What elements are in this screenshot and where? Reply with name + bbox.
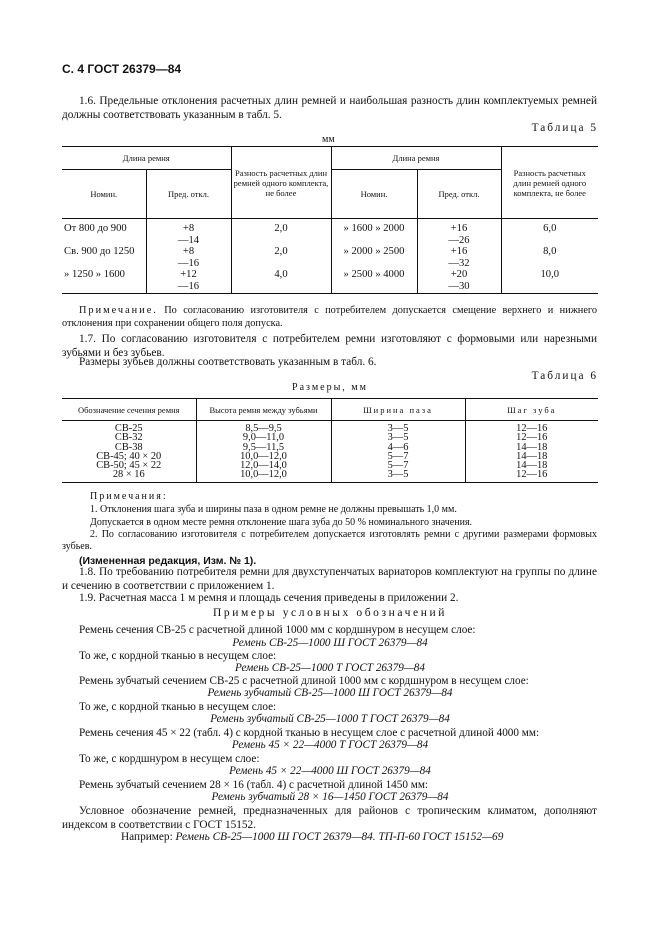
dev-upper: +8 <box>182 223 195 234</box>
cell <box>146 269 231 293</box>
example-code: Ремень СВ-25—1000 Ш ГОСТ 26379—84 <box>232 637 428 649</box>
amendment-note: (Измененная редакция, Изм. № 1). <box>79 555 257 567</box>
dev-lower: —30 <box>448 280 470 292</box>
cell: 2,0 <box>231 246 331 269</box>
dev-upper: +16 <box>450 223 468 234</box>
example-code: Ремень зубчатый СВ-25—1000 Ш ГОСТ 26379—84 <box>207 687 453 699</box>
example-text: Ремень зубчатый сечением СВ-25 с расчетной длиной 1000 мм с кордшнуром в несущем слое: <box>79 675 529 687</box>
table-5-header-dev-left: Пред. откл. <box>146 170 231 219</box>
cell: 3—5 <box>331 421 465 434</box>
cell: СВ-38 <box>62 443 196 452</box>
dev-upper: +16 <box>450 246 468 258</box>
example-code: Ремень СВ-25—1000 Ш ГОСТ 26379—84. ТП-П-60 ГОСТ 15152—69 <box>175 831 504 843</box>
table-5-header-diff-right: Разность расчетных длин ремней одного комплекта, не более <box>501 147 598 219</box>
final-example <box>121 831 503 845</box>
table-6-header-groove: Ширина паза <box>331 399 465 421</box>
dev-upper: +8 <box>182 246 195 258</box>
table-6-row <box>62 470 598 482</box>
dev-lower: —26 <box>448 234 470 246</box>
cell <box>146 219 231 247</box>
cell: 8,5—9,5 <box>196 421 331 434</box>
table-5-header-diff-left: Разность расчетных длин ремней одного комплекта, не более <box>231 147 331 219</box>
dev-lower: —14 <box>177 234 200 246</box>
cell: 12—16 <box>465 470 598 482</box>
cell: 6,0 <box>543 223 557 234</box>
cell: » 1600 » 2000 <box>331 219 417 247</box>
cell: 8,0 <box>543 246 557 258</box>
dev-upper: +12 <box>180 269 197 281</box>
cell: 2,0 <box>231 219 331 247</box>
table-6-note-1b: Допускается в одном месте ремня отклонение шага зуба до 50 % номинального значения. <box>90 517 473 528</box>
cell <box>417 269 501 293</box>
table-5-row <box>62 269 598 293</box>
paragraph-tropical: Условное обозначение ремней, предназначенных для районов с тропическим климатом, дополняют индексом в соответствии с ГОСТ 15152. <box>62 805 597 831</box>
note-text: По согласованию изготовителя с потребителем допускается смещение верхнего и нижнего отклонения при сохранении общего поля допуска. <box>62 305 597 329</box>
cell: СВ-50; 45 × 22 <box>62 461 196 470</box>
dev-lower: —16 <box>177 257 200 269</box>
table-6-note-1: 1. Отклонения шага зуба и ширины паза в одном ремне не должны превышать 1,0 мм. <box>90 504 457 515</box>
paragraph-1-9: 1.9. Расчетная масса 1 м ремня и площадь сечения приведены в приложении 2. <box>79 592 459 604</box>
cell: 28 × 16 <box>62 470 196 482</box>
cell: » 2000 » 2500 <box>331 246 417 269</box>
cell: 14—18 <box>516 460 548 472</box>
cell: 12—16 <box>516 423 548 434</box>
table-5-row <box>62 219 598 247</box>
cell: 9,5—11,5 <box>196 443 331 452</box>
table-6-header-pitch: Шаг зуба <box>465 399 598 421</box>
cell: От 800 до 900 <box>62 219 146 247</box>
cell: 3—5 <box>331 433 465 442</box>
cell: 9,0—11,0 <box>196 433 331 442</box>
cell <box>146 246 231 269</box>
example-code: Ремень зубчатый СВ-25—1000 Т ГОСТ 26379—84 <box>210 713 450 725</box>
cell <box>417 246 501 269</box>
example-prefix: Например: <box>121 831 173 843</box>
note-label: Примечание. <box>79 305 158 316</box>
table-6-title: Размеры, мм <box>292 382 368 393</box>
table-6 <box>62 398 598 483</box>
cell: 4—6 <box>331 443 465 452</box>
examples-title: Примеры условных обозначений <box>212 607 448 619</box>
paragraph-1-6: 1.6. Предельные отклонения расчетных длин ремней и наибольшая разность длин комплектуемых ремней должны соответствовать указанным в табл. 5. <box>62 95 597 121</box>
cell: » 2500 » 4000 <box>331 269 417 293</box>
table-6-note-2: 2. По согласованию изготовителя с потребителем допускается изготовлять ремни с другими размерами формовых зубьев. <box>62 529 597 553</box>
example-text: Ремень сечения 45 × 22 (табл. 4) с кордной тканью в несущем слое с расчетной длиной 4000 мм: <box>79 727 540 739</box>
cell: 4,0 <box>231 269 331 293</box>
example-code: Ремень СВ-25—1000 Т ГОСТ 26379—84 <box>235 662 425 674</box>
table-6-caption: Таблица 6 <box>531 370 598 382</box>
example-text: То же, с кордшнуром в несущем слое: <box>79 753 260 765</box>
paragraph-1-7: 1.7. По согласованию изготовителя с потребителем ремни изготовляют с формовыми или нарезными зубьями и без зубьев. <box>62 333 597 359</box>
example-code: Ремень 45 × 22—4000 Ш ГОСТ 26379—84 <box>229 765 431 777</box>
cell: 10,0—12,0 <box>196 470 331 482</box>
cell: 10,0—12,0 <box>196 452 331 461</box>
cell: 10,0 <box>501 269 598 293</box>
table-5-header-length-left: Длина ремня <box>62 147 231 170</box>
example-code: Ремень 45 × 22—4000 Т ГОСТ 26379—84 <box>231 739 429 751</box>
example-text: То же, с кордной тканью в несущем слое: <box>79 701 277 713</box>
cell: Св. 900 до 1250 <box>62 246 146 269</box>
table-6-header-height: Высота ремня между зубьями <box>196 399 331 421</box>
table-6-header-section: Обозначение сечения ремня <box>62 399 196 421</box>
table-5 <box>62 146 598 294</box>
cell: » 1250 » 1600 <box>62 269 146 293</box>
dev-upper: +20 <box>450 269 468 281</box>
paragraph-1-8: 1.8. По требованию потребителя ремни для двухступенчатых вариаторов комплектуют на группы по длине и сечению в соответствии с приложением 1. <box>62 566 597 592</box>
paragraph-1-7-sizes: Размеры зубьев должны соответствовать указанным в табл. 6. <box>79 356 377 368</box>
example-code: Ремень зубчатый 28 × 16—1450 ГОСТ 26379—84 <box>211 791 449 803</box>
cell: СВ-25 <box>62 421 196 434</box>
cell: 12,0—14,0 <box>196 461 331 470</box>
example-text: Ремень сечения СВ-25 с расчетной длиной 1000 мм с кордшнуром в несущем слое: <box>79 624 476 636</box>
table-5-header-dev-right: Пред. откл. <box>417 170 501 219</box>
dev-lower: —32 <box>448 257 470 269</box>
page-header: С. 4 ГОСТ 26379—84 <box>62 62 182 76</box>
table-5-note <box>62 304 597 330</box>
table-5-row <box>62 246 598 269</box>
dev-lower: —16 <box>177 280 200 292</box>
table-5-header-nom-left: Номин. <box>62 170 146 219</box>
table-5-header-length-right: Длина ремня <box>331 147 501 170</box>
cell: 5—7 <box>331 461 465 470</box>
example-text: Ремень зубчатый сечением 28 × 16 (табл. 4) с расчетной длиной 1450 мм: <box>79 779 429 791</box>
cell: 3—5 <box>331 470 465 482</box>
table-5-unit: мм <box>322 134 335 145</box>
example-text: То же, с кордной тканью в несущем слое: <box>79 650 277 662</box>
table-5-caption: Таблица 5 <box>531 122 598 134</box>
cell: 14—18 <box>516 450 548 462</box>
cell: 12—16 <box>516 432 548 444</box>
cell: СВ-45; 40 × 20 <box>62 452 196 461</box>
table-6-notes-label: Примечания: <box>90 491 168 502</box>
table-5-header-nom-right: Номин. <box>331 170 417 219</box>
cell: 14—18 <box>516 441 548 453</box>
cell <box>417 219 501 247</box>
cell: 5—7 <box>331 452 465 461</box>
cell: СВ-32 <box>62 433 196 442</box>
